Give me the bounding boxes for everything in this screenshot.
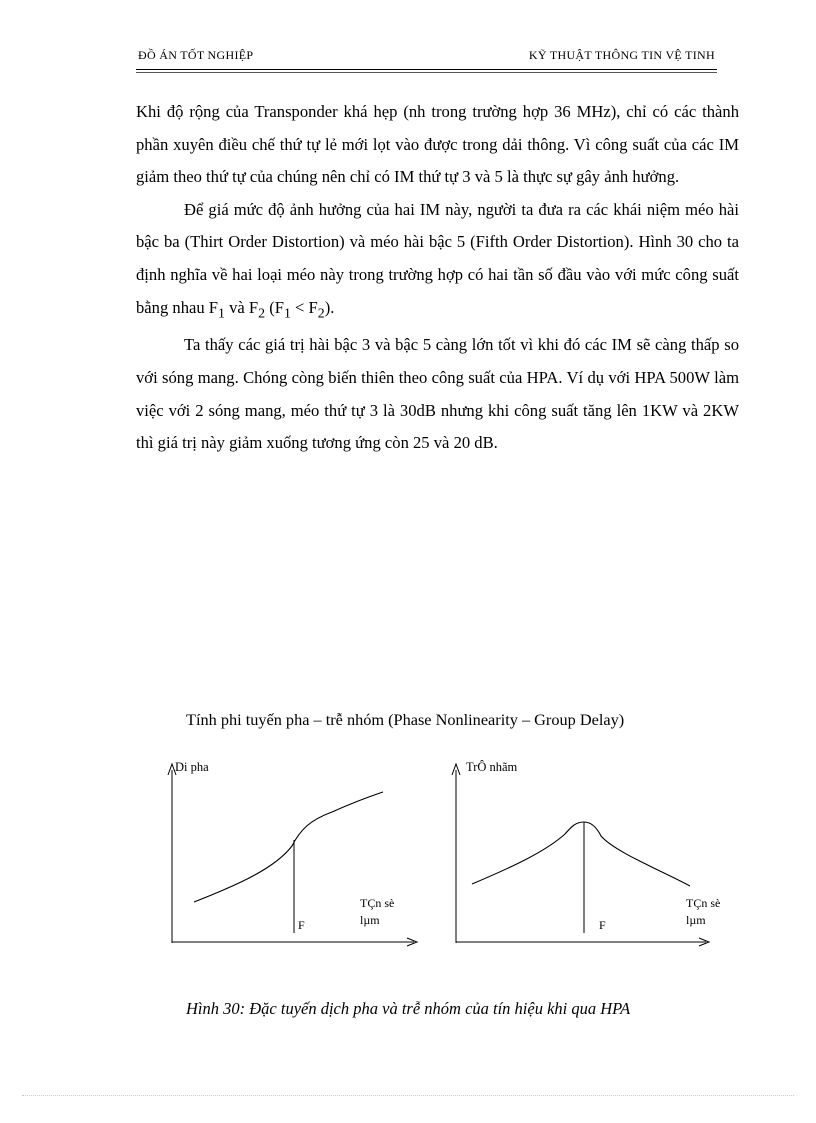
left-plot [168, 760, 417, 946]
right-x-label-1: TÇn sè [686, 896, 721, 910]
paragraph-1: Khi độ rộng của Transponder khá hẹp (nh trong trường hợp 36 MHz), chỉ có các thành phần xuyên điều chế thứ tự lẻ mới lọt vào được trong dải thông. Vì công suất của các IM giảm theo thứ tự của chúng nên chỉ có IM thứ tự 3 và 5 là thực sự gây ảnh hưởng. [136, 102, 739, 187]
page-footer-rule [22, 1095, 794, 1096]
right-plot [452, 760, 720, 946]
figure-caption: Hình 30: Đặc tuyến dịch pha và trễ nhóm của tín hiệu khi qua HPA [186, 999, 631, 1018]
header-right: KỸ THUẬT THÔNG TIN VỆ TINH [528, 48, 715, 62]
left-x-label-1: TÇn sè [360, 896, 395, 910]
header-left: ĐỒ ÁN TỐT NGHIỆP [138, 48, 254, 62]
phase-curve [194, 792, 383, 902]
right-y-label: TrÔ nhãm [466, 760, 518, 774]
paragraph-2: Để giá mức độ ảnh hưởng của hai IM này, người ta đưa ra các khái niệm méo hài bậc ba (Thirt Order Distortion) và méo hài bậc 5 (Fifth Order Distortion). Hình 30 cho ta định nghĩa về hai loại méo này trong trường hợp có hai tần số đầu vào với mức công suất bằng nhau $F_1$ và $F_2$ $(F_1 < F_2)$. [136, 199, 739, 320]
left-f-label: F [298, 918, 305, 932]
right-f-label: F [599, 918, 606, 932]
left-x-label-2: lµm [360, 913, 380, 927]
figure-title: Tính phi tuyến pha – trễ nhóm (Phase Nonlinearity – Group Delay) [186, 710, 625, 729]
group-delay-curve [472, 822, 690, 886]
paragraph-3: Ta thấy các giá trị hài bậc 3 và bậc 5 càng lớn tốt vì khi đó các IM sẽ càng thấp so với sóng mang. Chóng còng biến thiên theo công suất của HPA. Ví dụ với HPA 500W làm việc với 2 sóng mang, méo thứ tự 3 là 30dB nhưng khi công suất tăng lên 1KW và 2KW thì giá trị này giảm xuống tương ứng còn 25 và 20 dB. [136, 335, 739, 453]
left-y-label: Di pha [175, 760, 209, 774]
right-x-label-2: lµm [686, 913, 706, 927]
